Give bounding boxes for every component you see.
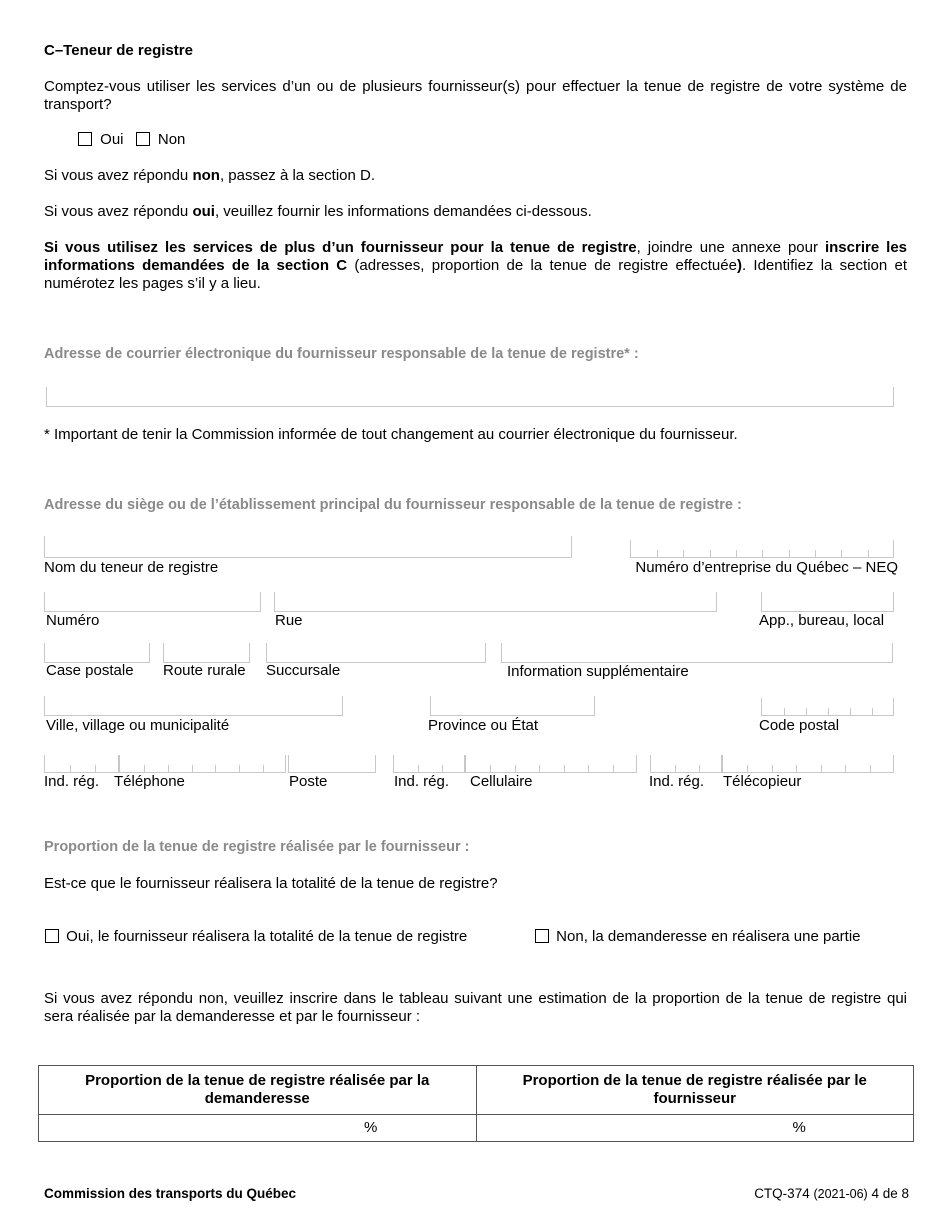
- succ-label: Succursale: [266, 662, 341, 679]
- email-heading: Adresse de courrier électronique du fournisseur responsable de la tenue de registre* :: [44, 346, 639, 362]
- multi-t1: , joindre une annexe pour: [636, 239, 825, 256]
- footer-date: (2021-06): [813, 1187, 868, 1201]
- province-label: Province ou État: [428, 717, 539, 734]
- oui-checkbox[interactable]: [78, 132, 92, 146]
- tel-field[interactable]: [119, 755, 286, 773]
- ind1-label: Ind. rég.: [44, 773, 100, 790]
- if-yes-bold: oui: [192, 203, 215, 220]
- multi-b2: inscrire les informations demandées de la section C: [44, 239, 908, 274]
- if-yes-instruction: [44, 203, 592, 220]
- footer-org: Commission des transports du Québec: [44, 1186, 297, 1201]
- ville-label: Ville, village ou municipalité: [46, 717, 230, 734]
- col2-header: Proportion de la tenue de registre réalisée par le fournisseur: [476, 1066, 914, 1115]
- nom-label: Nom du teneur de registre: [44, 559, 219, 576]
- neq-field[interactable]: [630, 540, 894, 558]
- info-label: Information supplémentaire: [507, 663, 689, 680]
- if-no-post: , passez à la section D.: [219, 167, 376, 184]
- non-checkbox[interactable]: [136, 132, 150, 146]
- if-no-pre: Si vous avez répondu: [44, 167, 193, 184]
- if-no-bold: non: [192, 167, 220, 184]
- if-yes-post: , veuillez fournir les informations demandées ci-dessous.: [214, 203, 592, 220]
- neq-label: Numéro d’entreprise du Québec – NEQ: [635, 559, 898, 576]
- app-label: App., bureau, local: [759, 612, 885, 629]
- opt-yes-label: Oui, le fournisseur réalisera la totalité de la tenue de registre: [66, 928, 468, 945]
- section-title: C–Teneur de registre: [44, 42, 193, 59]
- opt-no-label: Non, la demanderesse en réalisera une partie: [556, 928, 861, 945]
- succ-field[interactable]: [266, 643, 486, 663]
- multi-b1: Si vous utilisez les services de plus d’un fournisseur pour la tenue de registre: [44, 239, 637, 256]
- fax-area-field[interactable]: [650, 755, 722, 773]
- cell-area-field[interactable]: [393, 755, 465, 773]
- cell-field[interactable]: [465, 755, 637, 773]
- address-heading: Adresse du siège ou de l’établissement principal du fournisseur responsable de la tenue de registre :: [44, 497, 742, 513]
- footer-page: 4 de 8: [871, 1186, 909, 1201]
- province-field[interactable]: [430, 696, 595, 716]
- proportion-table: [38, 1065, 914, 1142]
- ind2-label: Ind. rég.: [394, 773, 450, 790]
- tel-area-field[interactable]: [44, 755, 119, 773]
- case-field[interactable]: [44, 643, 150, 663]
- opt-no-checkbox[interactable]: [535, 929, 549, 943]
- opt-no-group: [535, 928, 861, 945]
- col2-input-cell[interactable]: [476, 1115, 914, 1142]
- info-field[interactable]: [501, 643, 893, 663]
- route-label: Route rurale: [163, 662, 246, 679]
- numero-label: Numéro: [46, 612, 100, 629]
- opt-yes-group: [45, 928, 467, 945]
- cell-label: Cellulaire: [470, 773, 533, 790]
- rue-field[interactable]: [274, 592, 717, 612]
- proportion-heading: Proportion de la tenue de registre réalisée par le fournisseur :: [44, 839, 470, 855]
- non-label: Non: [157, 131, 186, 148]
- multi-provider-instruction: [44, 239, 907, 293]
- proportion-instruction: Si vous avez répondu non, veuillez inscrire dans le tableau suivant une estimation de la proportion de la tenue de registre qui sera réalisée par la demanderesse et par le fournisseur :: [44, 990, 907, 1025]
- opt-yes-checkbox[interactable]: [45, 929, 59, 943]
- email-note: * Important de tenir la Commission informée de tout changement au courrier électronique du fournisseur.: [44, 426, 738, 443]
- ind3-label: Ind. rég.: [649, 773, 705, 790]
- multi-t2: (adresses, proportion de la tenue de registre effectuée: [347, 257, 737, 274]
- col1-input-cell[interactable]: [39, 1115, 477, 1142]
- footer-ref: [754, 1186, 909, 1201]
- rue-label: Rue: [275, 612, 303, 629]
- poste-label: Poste: [289, 773, 328, 790]
- code-label: Code postal: [759, 717, 840, 734]
- proportion-question: Est-ce que le fournisseur réalisera la totalité de la tenue de registre?: [44, 875, 498, 892]
- route-field[interactable]: [163, 643, 250, 663]
- oui-label: Oui: [100, 131, 124, 148]
- oui-non-group: [78, 131, 185, 148]
- nom-field[interactable]: [44, 536, 572, 558]
- numero-field[interactable]: [44, 592, 261, 612]
- if-yes-pre: Si vous avez répondu: [44, 203, 193, 220]
- app-field[interactable]: [761, 592, 894, 612]
- multi-t3: . Identifiez la section et numérotez les pages s’il y a lieu.: [44, 257, 907, 292]
- multi-b3: ): [736, 257, 742, 274]
- col1-unit: %: [364, 1119, 378, 1136]
- code-postal-field[interactable]: [761, 698, 894, 716]
- email-field[interactable]: [46, 387, 894, 407]
- footer-code: CTQ-374: [754, 1186, 810, 1201]
- fax-label: Télécopieur: [723, 773, 802, 790]
- case-label: Case postale: [46, 662, 134, 679]
- section-question: Comptez-vous utiliser les services d’un ou de plusieurs fournisseur(s) pour effectuer la tenue de registre de votre système de transport?: [44, 78, 907, 113]
- col2-unit: %: [792, 1119, 806, 1136]
- ville-field[interactable]: [44, 696, 343, 716]
- poste-field[interactable]: [288, 755, 376, 773]
- if-no-instruction: [44, 167, 375, 184]
- tel-label: Téléphone: [114, 773, 185, 790]
- col1-header: Proportion de la tenue de registre réalisée par la demanderesse: [39, 1066, 477, 1115]
- fax-field[interactable]: [722, 755, 894, 773]
